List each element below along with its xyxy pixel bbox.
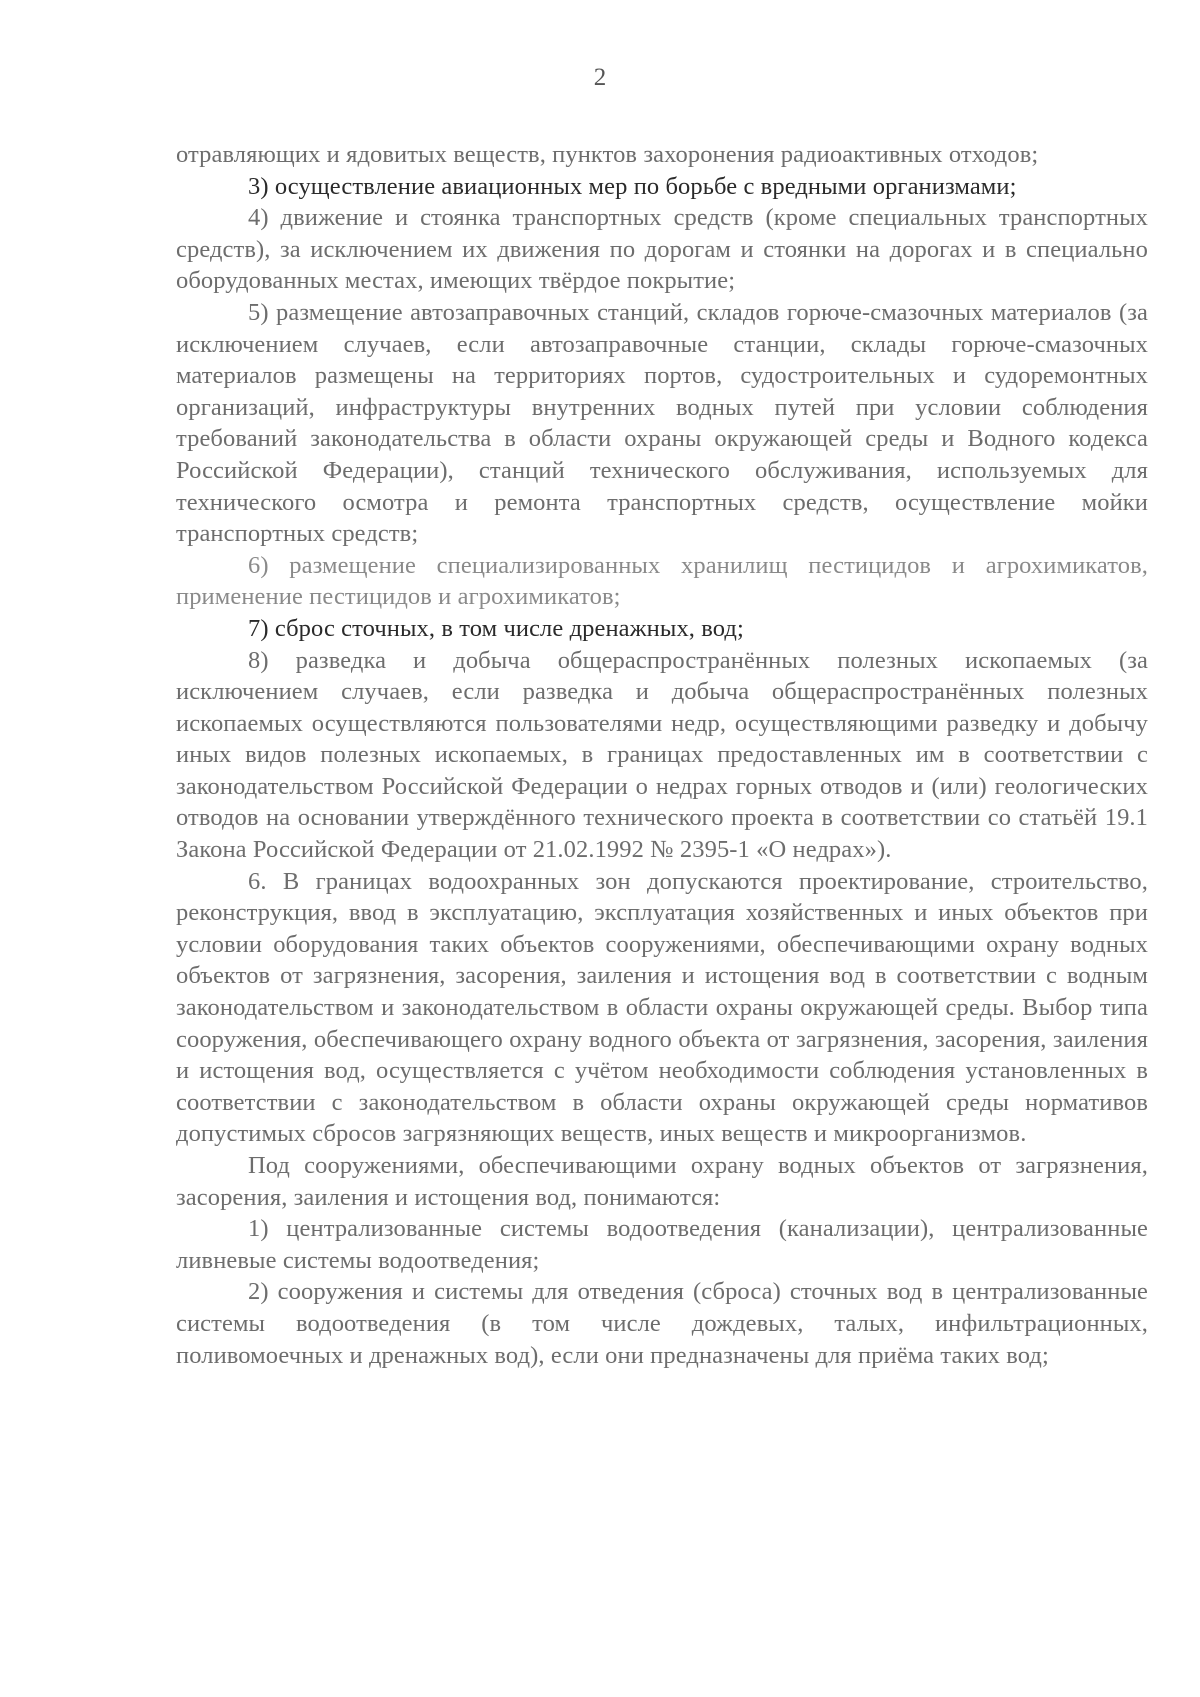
list-item-8: 8) разведка и добыча общераспространённых полезных ископаемых (за исключением случаев, если разведка и добыча общераспространённых полезных ископаемых осуществляются пользователями недр, осуществляющими разведку и добычу иных видов полезных ископаемых, в границах предоставленных им в соответствии с законодательством Российской Федерации о недрах горных отводов и (или) геологических отводов на основании утверждённого технического проекта в соответствии со статьёй 19.1 Закона Российской Федерации от 21.02.1992 № 2395-1 «О недрах»). [176, 646, 1148, 864]
paragraph-section-6: 6. В границах водоохранных зон допускаются проектирование, строительство, реконструкция, ввод в эксплуатацию, эксплуатация хозяйственных и иных объектов при условии оборудования таких объектов сооружениями, обеспечивающими охрану водных объектов от загрязнения, засорения, заиления и истощения вод в соответствии с водным законодательством и законодательством в области охраны окружающей среды. Выбор типа сооружения, обеспечивающего охрану водного объекта от загрязнения, засорения, заиления и истощения вод, осуществляется с учётом необходимости соблюдения установленных в соответствии с законодательством в области охраны окружающей среды нормативов допустимых сбросов загрязняющих веществ, иных веществ и микроорганизмов. [176, 867, 1148, 1148]
page-number: 2 [593, 64, 607, 91]
paragraph-structures-definition: Под сооружениями, обеспечивающими охрану водных объектов от загрязнения, засорения, заиления и истощения вод, понимаются: [176, 1152, 1148, 1211]
list-item-3: 3) осуществление авиационных мер по борьбе с вредными организмами; [248, 172, 1017, 200]
paragraph-continuation: отравляющих и ядовитых веществ, пунктов захоронения радиоактивных отходов; [176, 141, 1039, 168]
list-item-5: 5) размещение автозаправочных станций, складов горюче-смазочных материалов (за исключением случаев, если автозаправочные станции, склады горюче-смазочных материалов размещены на территориях портов, судостроительных и судоремонтных организаций, инфраструктуры внутренних водных путей при условии соблюдения требований законодательства в области охраны окружающей среды и Водного кодекса Российской Федерации), станций технического обслуживания, используемых для технического осмотра и ремонта транспортных средств, осуществление мойки транспортных средств; [176, 298, 1148, 548]
document-body [176, 139, 1148, 1371]
structure-item-1: 1) централизованные системы водоотведения (канализации), централизованные ливневые системы водоотведения; [176, 1215, 1148, 1274]
structure-item-2: 2) сооружения и системы для отведения (сброса) сточных вод в централизованные системы водоотведения (в том числе дождевых, талых, инфильтрационных, поливомоечных и дренажных вод), если они предназначены для приёма таких вод; [176, 1278, 1148, 1369]
list-item-4: 4) движение и стоянка транспортных средств (кроме специальных транспортных средств), за исключением их движения по дорогам и стоянки на дорогах и в специально оборудованных местах, имеющих твёрдое покрытие; [176, 204, 1148, 295]
list-item-7: 7) сброс сточных, в том числе дренажных, вод; [248, 614, 744, 642]
list-item-6: 6) размещение специализированных хранилищ пестицидов и агрохимикатов, применение пестицидов и агрохимикатов; [176, 551, 1148, 611]
